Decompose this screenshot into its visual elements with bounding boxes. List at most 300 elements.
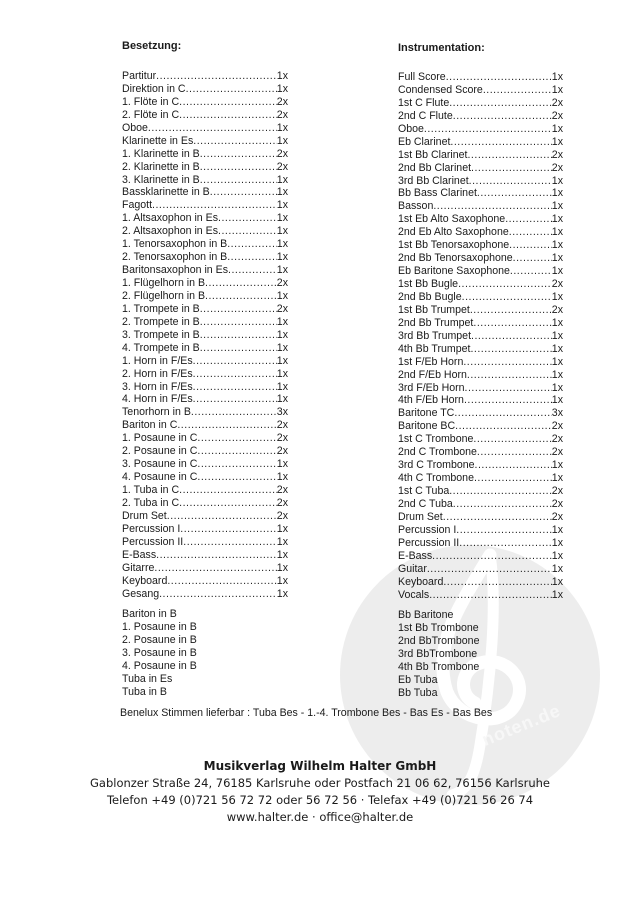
part-count: 2x [276,147,288,160]
part-name: 1st C Tuba [398,485,450,497]
part-row [122,549,288,562]
extra-part: Bb Tuba [398,687,438,700]
part-count: 1x [276,535,288,548]
part-name: Oboe [398,122,424,135]
dot-leader [197,432,276,445]
part-name: 2. Tuba in C [122,496,180,509]
part-count: 2x [276,496,288,509]
part-count: 2x [551,303,563,316]
dot-leader [228,264,277,277]
part-name: Drum Set [398,510,443,523]
dot-leader [473,317,551,330]
part-row [398,498,563,511]
dot-leader [450,136,551,149]
part-row [122,303,288,316]
part-name: Tenorhorn in B [122,406,191,419]
part-row [122,458,288,471]
part-row [398,239,563,252]
dot-leader [193,381,277,394]
part-name: Bariton in C [122,419,178,432]
part-row [398,226,563,239]
dot-leader [509,226,552,239]
part-count: 1x [276,199,288,212]
part-row [398,265,563,278]
dot-leader [200,303,277,316]
part-row [122,536,288,549]
part-row [398,291,563,304]
watermark-text: noten.de [479,700,564,750]
dot-leader [227,251,277,264]
part-row [398,550,563,563]
part-count: 2x [276,95,288,108]
part-row [398,317,563,330]
dot-leader [167,575,276,588]
part-name: Vocals [398,588,430,601]
part-row [122,381,288,394]
part-row [122,135,288,148]
publisher-web: www.halter.de · office@halter.de [226,810,414,824]
dot-leader [227,238,277,251]
part-name: Bassklarinette in B [122,186,210,199]
part-row [398,343,563,356]
part-name: 3. Posaune in C [122,458,198,471]
part-row [122,588,288,601]
dot-leader [467,369,552,382]
part-row [398,382,563,395]
dot-leader [474,472,552,485]
part-name: 2. Flöte in C [122,108,180,121]
dot-leader [470,343,551,356]
part-count: 1x [551,226,563,239]
dot-leader [424,123,552,136]
part-row [122,510,288,523]
part-name: 3. Klarinette in B [122,173,200,186]
dot-leader [193,393,277,406]
dot-leader [446,71,552,84]
part-row [398,304,563,317]
part-count: 1x [276,134,288,147]
dot-leader [159,588,277,601]
part-count: 2x [551,278,563,290]
part-row [122,238,288,251]
part-count: 1x [551,523,563,536]
dot-leader [429,589,552,602]
part-count: 1x [276,251,288,264]
part-name: 2nd Eb Alto Saxophone [398,226,509,239]
dot-leader [477,446,552,459]
part-row [122,174,288,187]
part-name: 3rd Bb Trumpet [398,329,472,342]
publisher-address: Gablonzer Straße 24, 76185 Karlsruhe oder Postfach 21 06 62, 76156 Karlsruhe [89,776,550,790]
part-count: 1x [276,341,288,354]
dot-leader [510,265,552,278]
dot-leader [200,342,277,355]
part-count: 1x [276,173,288,186]
part-name: Baritone TC [398,407,455,420]
part-count: 2x [551,109,563,122]
part-count: 1x [551,562,563,575]
dot-leader [465,382,552,395]
dot-leader [197,471,276,484]
dot-leader [193,355,277,368]
extra-part: 2nd BbTrombone [398,635,480,648]
part-count: 1x [276,315,288,328]
part-count: 1x [551,213,563,226]
dot-leader [156,549,277,562]
part-count: 1x [276,522,288,535]
part-name: Fagott [122,199,153,212]
dot-leader [180,523,277,536]
extra-part: Tuba in B [122,686,167,699]
part-row [398,485,563,498]
dot-leader [443,511,552,524]
part-name: 1. Trompete in B [122,302,200,315]
part-count: 1x [276,561,288,574]
part-row [398,459,563,472]
part-count: 1x [551,83,563,96]
dot-leader [475,459,552,472]
part-name: Drum Set [122,509,167,522]
part-row [398,369,563,382]
extra-part: Bb Baritone [398,609,454,622]
publisher-name: Musikverlag Wilhelm Halter GmbH [203,759,437,773]
extra-part: 4th Bb Trombone [398,661,480,674]
part-count: 2x [276,108,288,121]
part-name: 1st Bb Bugle [398,278,459,290]
part-count: 1x [276,289,288,302]
part-name: 1. Horn in F/Es [122,354,193,367]
part-row [398,433,563,446]
part-count: 2x [276,484,288,496]
part-name: Eb Baritone Saxophone [398,265,510,278]
dot-leader [200,316,277,329]
part-row [122,277,288,290]
dot-leader [462,291,552,304]
part-name: Keyboard [398,575,444,588]
part-count: 1x [551,265,563,278]
part-name: 4. Trompete in B [122,341,200,354]
dot-leader [483,84,552,97]
part-row [122,96,288,109]
dot-leader [205,290,277,303]
part-name: Gesang [122,587,160,600]
part-count: 2x [551,420,563,433]
part-row [122,445,288,458]
dot-leader [464,394,552,407]
part-count: 1x [276,548,288,561]
part-name: 1st Bb Tenorsaxophone [398,239,510,252]
part-count: 1x [551,575,563,588]
dot-leader [179,109,277,122]
part-count: 1x [276,186,288,199]
part-row [398,407,563,420]
part-name: 3rd Bb Clarinet [398,174,469,187]
part-name: Klarinette in Es [122,134,194,147]
part-name: Condensed Score [398,83,483,96]
extra-part: 1st Bb Trombone [398,622,479,635]
part-count: 1x [276,225,288,238]
part-count: 2x [276,445,288,458]
part-name: 2nd Bb Trumpet [398,316,474,329]
part-count: 2x [276,302,288,315]
part-row [398,420,563,433]
part-row [398,97,563,110]
extra-part: 3rd BbTrombone [398,648,478,661]
part-count: 1x [276,82,288,95]
part-row [398,394,563,407]
part-name: Keyboard [122,574,168,587]
part-count: 1x [551,316,563,329]
part-count: 1x [276,574,288,587]
dot-leader [463,356,551,369]
part-name: 1. Tuba in C [122,484,180,496]
part-name: 2. Flügelhorn in B [122,289,206,302]
part-count: 1x [276,380,288,393]
part-row [122,471,288,484]
part-row [122,393,288,406]
dot-leader [191,406,277,419]
part-count: 1x [551,122,563,135]
dot-leader [453,110,552,123]
part-row [398,524,563,537]
part-name: 1. Klarinette in B [122,147,200,160]
part-name: Oboe [122,121,148,134]
part-name: 3rd C Trombone [398,459,475,472]
dot-leader [455,420,552,433]
part-row [398,576,563,589]
dot-leader [469,175,552,188]
dot-leader [473,433,551,446]
part-count: 1x [276,121,288,134]
part-name: E-Bass [398,549,433,562]
dot-leader [183,536,277,549]
part-row [398,84,563,97]
part-row [122,523,288,536]
part-name: Baritone BC [398,420,456,433]
part-name: 4th C Trombone [398,472,474,485]
dot-leader [179,96,277,109]
part-name: 2nd Bb Clarinet [398,161,472,174]
part-name: Bb Bass Clarinet [398,187,477,200]
part-row [122,406,288,419]
part-row [122,225,288,238]
part-row [122,109,288,122]
dot-leader [179,484,277,497]
part-row [122,419,288,432]
part-row [122,368,288,381]
besetzung-extra-parts [122,608,288,699]
dot-leader [471,330,552,343]
part-name: 2nd C Tuba [398,497,453,510]
part-count: 1x [276,70,288,82]
part-count: 2x [551,161,563,174]
part-row [122,161,288,174]
part-name: 4th F/Eb Horn [398,394,464,407]
part-row [122,329,288,342]
dot-leader [156,70,277,83]
part-row [122,199,288,212]
part-name: 3rd F/Eb Horn [398,381,465,394]
part-row [122,122,288,135]
dot-leader [453,498,552,511]
extra-part: Tuba in Es [122,673,173,686]
part-name: 1. Flöte in C [122,95,180,108]
publisher-info [0,757,640,826]
part-name: 2. Klarinette in B [122,160,200,173]
part-count: 1x [551,342,563,355]
part-row [122,484,288,497]
part-name: 2. Altsaxophon in Es [122,225,218,238]
part-row [122,212,288,225]
part-name: 2nd C Trombone [398,446,477,459]
part-name: 1st Eb Alto Saxophone [398,213,506,226]
part-count: 1x [551,394,563,407]
dot-leader [210,186,277,199]
part-name: 4th Bb Trumpet [398,342,471,355]
dot-leader [177,419,276,432]
dot-leader [218,225,277,238]
part-count: 3x [551,407,563,420]
part-count: 2x [551,446,563,459]
dot-leader [186,83,277,96]
part-count: 2x [276,160,288,173]
dot-leader [449,97,552,110]
part-name: Percussion I [122,522,181,535]
part-row [398,356,563,369]
part-name: 2nd C Flute [398,109,453,122]
instrumentation-extra-parts [398,609,563,700]
besetzung-parts-list [122,70,288,600]
dot-leader [427,563,552,576]
part-name: E-Bass [122,548,157,561]
dot-leader [513,252,552,265]
part-count: 1x [551,200,563,213]
part-row [398,472,563,485]
part-count: 1x [551,239,563,252]
part-row [122,83,288,96]
part-count: 1x [551,187,563,200]
part-count: 1x [276,367,288,380]
dot-leader [205,277,277,290]
part-row [398,136,563,149]
part-row [398,537,563,550]
part-row [398,162,563,175]
part-row [122,355,288,368]
part-name: 4. Horn in F/Es [122,393,193,406]
part-count: 1x [276,238,288,251]
part-count: 2x [551,148,563,161]
part-count: 1x [551,135,563,148]
part-name: 1st C Trombone [398,433,474,446]
extra-part: 1. Posaune in B [122,621,197,634]
part-count: 1x [276,264,288,277]
part-name: 2nd F/Eb Horn [398,368,467,381]
part-count: 1x [276,458,288,471]
part-name: 2. Trompete in B [122,315,200,328]
dot-leader [200,174,277,187]
benelux-note: Benelux Stimmen lieferbar : Tuba Bes - 1.-4. Trombone Bes - Bas Es - Bas Bes [120,707,493,719]
part-count: 2x [551,510,563,523]
dot-leader [509,239,552,252]
part-row [122,264,288,277]
part-count: 2x [276,432,288,445]
part-count: 1x [551,355,563,368]
part-name: Gitarre [122,561,155,574]
dot-leader [167,510,277,523]
part-count: 1x [551,536,563,549]
part-row [122,497,288,510]
part-name: 1. Posaune in C [122,432,198,445]
part-count: 2x [551,96,563,109]
part-name: 1. Flügelhorn in B [122,277,206,289]
dot-leader [148,122,277,135]
dot-leader [200,329,277,342]
part-count: 1x [276,471,288,484]
dot-leader [467,149,551,162]
part-count: 1x [551,381,563,394]
part-name: 2nd Bb Bugle [398,290,462,303]
part-row [398,71,563,84]
extra-part: 3. Posaune in B [122,647,197,660]
part-name: Basson [398,200,434,213]
part-name: 4. Posaune in C [122,471,198,484]
part-name: Percussion II [122,535,184,548]
part-count: 1x [551,252,563,265]
part-row [398,330,563,343]
part-name: Full Score [398,71,446,83]
part-name: Percussion II [398,536,460,549]
extra-part: 4. Posaune in B [122,660,197,673]
part-row [122,148,288,161]
part-count: 1x [551,174,563,187]
part-count: 1x [551,459,563,472]
part-name: 1st F/Eb Horn [398,355,464,368]
part-row [398,252,563,265]
part-row [398,511,563,524]
part-count: 1x [551,549,563,562]
dot-leader [432,550,552,563]
part-row [122,70,288,83]
part-count: 2x [551,485,563,497]
dot-leader [443,576,551,589]
part-row [122,251,288,264]
dot-leader [454,407,551,420]
part-row [122,342,288,355]
dot-leader [197,458,276,471]
part-name: 2nd Bb Tenorsaxophone [398,252,513,265]
part-row [398,187,563,200]
dot-leader [200,161,277,174]
instrumentation-column [398,40,563,700]
part-count: 1x [276,212,288,225]
besetzung-heading: Besetzung: [122,40,182,52]
part-count: 2x [551,433,563,446]
part-row [398,123,563,136]
dot-leader [433,200,551,213]
dot-leader [200,148,277,161]
part-count: 3x [276,406,288,419]
part-name: 1st Bb Clarinet [398,148,468,161]
extra-part: Bariton in B [122,608,177,621]
part-row [122,316,288,329]
part-name: 1. Tenorsaxophon in B [122,238,228,251]
part-count: 2x [276,419,288,432]
dot-leader [154,562,276,575]
dot-leader [152,199,277,212]
part-count: 1x [551,588,563,601]
dot-leader [470,304,552,317]
part-row [398,200,563,213]
